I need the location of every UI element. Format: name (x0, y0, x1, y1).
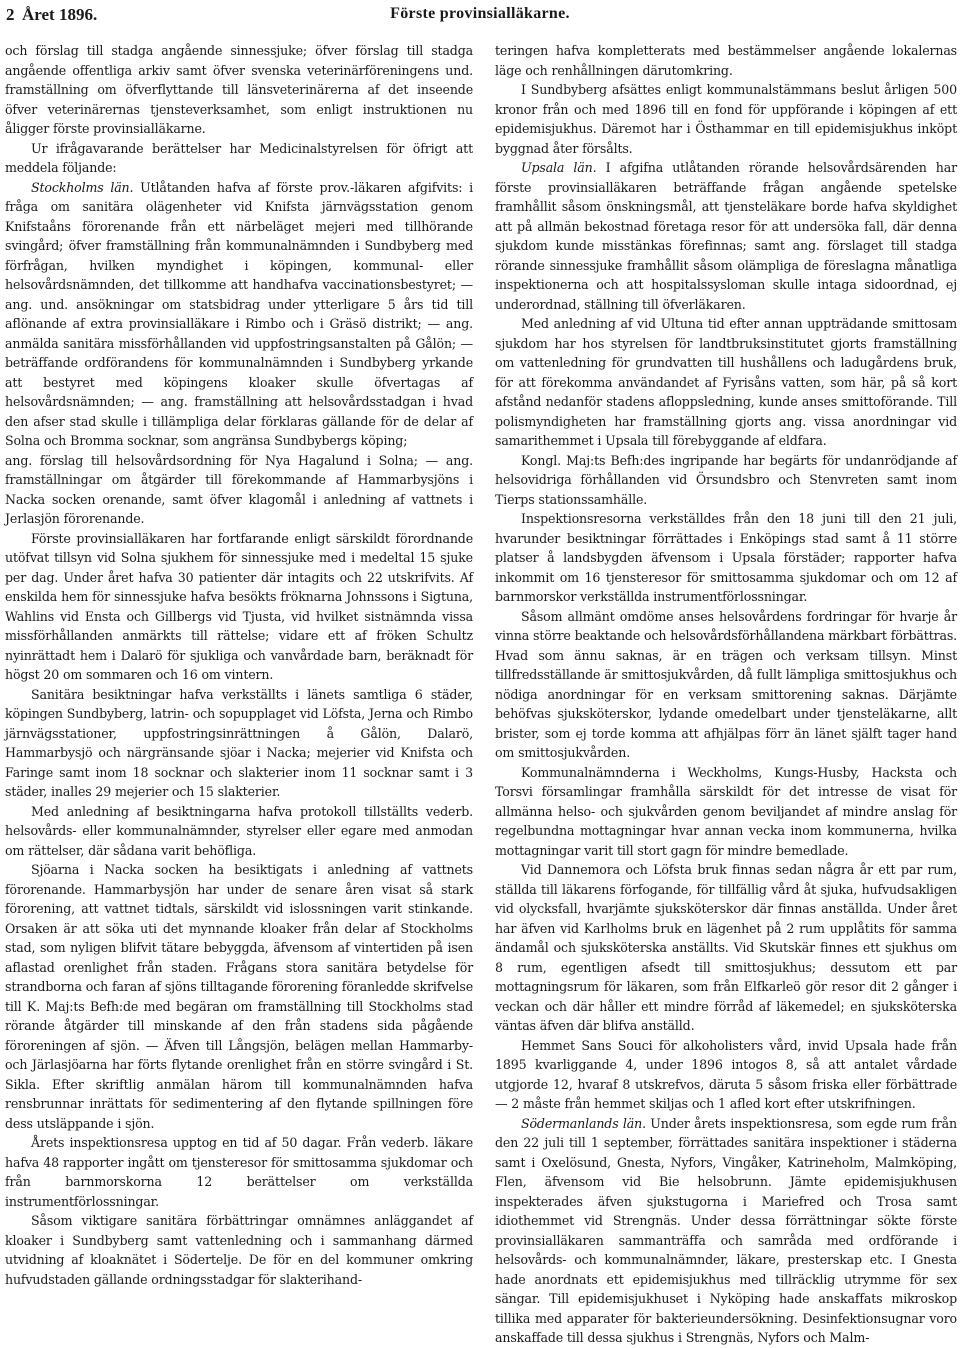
paragraph-text: Kongl. Maj:ts Befh:des ingripande har begärts för undanrödjande af helsovidriga förhållanden vid Örsundsbro och Stenvreten samt inom Tierps stationssamhälle. (495, 452, 957, 507)
header-title: Förste provinsialläkarne. (390, 5, 570, 22)
paragraph-text: Sanitära besiktningar hafva verkställts i länets samtliga 6 städer, köpingen Sundbyberg, latrin- och sopupplaget vid Löfsta, Jerna och Rimbo järnvägsstationer, uppfostringsinrättningen å Gålön, Dalarö, Hammarbysjö och närgränsande sjöar i Nacka; mejerier vid Knifsta och Faringe samt inom 18 socknar och slakterier inom 11 socknar samt i 3 städer, inalles 29 mejerier och 15 slakterier. (5, 686, 473, 799)
paragraph-text: Utlåtanden hafva af förste prov.-läkaren afgifvits: i fråga om sanitära olägenheter vid Knifsta järnvägsstation genom Knifstaåns förorenande från ett närbeläget mejeri med tillhörande svingård; öfver framställning från kommunalnämnden i Sundbyberg med förfrågan, hvilken myndighet i köpingen, kommunal- eller helsovårdsnämnden, det tillkomme att handhafva vaccinationsbestyret; — ang. und. ansökningar om statsbidrag under ytterligare 5 års tid till aflönande af extra provinsialläkare i Rimbo och i Gräsö distrikt; — ang. anmälda sanitära missförhållanden vid uppfostringsanstalten på Gålön; — beträffande ordförandens för kommunalnämnden i Sundbyberg yrkande att bestyret med köpingens kloaker skulle öfvertagas af helsovårdsnämnden; — ang. framställning att helsovårdsstadgan i hvad den afser stad skulle i tillämpliga delar förklaras gällande för de delar af Solna och Bromma socknar, som angränsa Sundbybergs köping; (5, 179, 473, 448)
paragraph (495, 607, 957, 763)
paragraph (5, 529, 473, 685)
paragraph (5, 802, 473, 861)
paragraph-text: Såsom allmänt omdöme anses helsovårdens fordringar för hvarje år vinna större beaktande och helsovårdsförhållandena märkbart förbättras. Hvad som ännu saknas, är en trägen och verksam tillsyn. Minst tillfredsställande är smittosjukvården, då fullt lämpliga smittosjukhus och nödiga anordningar för en verksam smittorening saknas. Därjämte behöfvas sjuksköterskor, lydande omedelbart under tjensteläkarne, allt brister, som ej torde komma att afhjälpas förr än länet själft tager hand om smittosjukvården. (495, 608, 957, 760)
paragraph (5, 451, 473, 529)
paragraph (495, 451, 957, 510)
paragraph (5, 860, 473, 1133)
paragraph-text: Med anledning af vid Ultuna tid efter annan uppträdande smittosam sjukdom har hos styrelsen för landtbruksinstitutet gjorts framställning om vattenledning för grundvatten till hushållens och ladugårdens bruk, för att förekomma användandet af Fyrisåns vatten, som här, på så kort afstånd nedanför stadens afloppsledning, kunde anses smittoförande. Till polismyndigheten har framställning gjorts ang. vissa anordningar vid samarithemmet i Upsala till förebyggande af eldfara. (495, 316, 957, 448)
county-heading: Södermanlands län. (521, 1115, 646, 1131)
paragraph-text: Med anledning af besiktningarna hafva protokoll tillställts vederb. helsovårds- eller kommunalnämnder, styrelser eller egare med anmodan om rättelser, där sådana varit behöfliga. (5, 803, 473, 858)
paragraph (5, 1211, 473, 1289)
paragraph (5, 1133, 473, 1211)
paragraph (495, 158, 957, 314)
paragraph-text: Årets inspektionsresa upptog en tid af 50 dagar. Från vederb. läkare hafva 48 rapporter ingått om tjensteresor för smittosamma sjukdomar och från barnmorskorna 12 berättelser om verkställda instrumentförlossningar. (5, 1135, 473, 1209)
county-heading: Upsala län. (521, 160, 597, 175)
paragraph-text: Ur ifrågavarande berättelser har Medicinalstyrelsen för öfrigt att meddela följande: (5, 140, 473, 175)
paragraph (495, 860, 957, 1036)
left-column (5, 41, 473, 1287)
paragraph-text: Hemmet Sans Souci för alkoholisters vård, invid Upsala hade från 1895 kvarliggande 4, under 1896 intogos 8, så att antalet vårdade utgjorde 12, hvaraf 8 utskrefvos, däruta 5 såsom friska eller förbättrade — 2 måste från hemmet skiljas och 1 afled kort efter utskrifningen. (495, 1037, 957, 1111)
paragraph-text: och förslag till stadga angående sinnessjuke; öfver förslag till stadga angående offentliga arkiv samt öfver svenska veterinärföreningens und. framställning om öfverflyttande till länsveterinärerna af det inseende öfver veterinärernas tjensteverksamhet, som enligt instruktionen nu åligger förste provinsialläkarne. (5, 43, 473, 136)
paragraph (495, 80, 957, 158)
paragraph (495, 763, 957, 861)
paragraph-text: I afgifna utlåtanden rörande helsovårdsärenden har förste provinsialläkaren beträffande frågan angående spetelske framhållit såsom önskningsmål, att tjensteläkare borde hafva skyldighet att på allmän bekostnad företaga resor för att undersöka fall, där denna sjukdom kunde misstänkas förefinnas; samt ang. förslaget till stadga rörande sinnessjuke framhållit såsom olämpliga de föreslagna månatliga inspektionerna och att hospitalssysloman skulle intaga sidoordnad, ej underordnad, ställning till öfverläkaren. (495, 160, 958, 312)
paragraph-text: I Sundbyberg afsättes enligt kommunalstämmans beslut årligen 500 kronor från och med 1896 till en fond för uppförande i köpingen af ett epidemisjukhus. Däremot har i Östhammar en till epidemisjukhus inköpt byggnad åter försålts. (495, 82, 957, 156)
paragraph (5, 685, 473, 802)
paragraph (495, 1036, 957, 1114)
paragraph-text: Inspektionsresorna verkställdes från den 18 juni till den 21 juli, hvarunder besiktningar förrättades i Enköpings stad samt å 11 större platser å landsbygden äfvensom i Upsala förstäder; rapporter hafva inkommit om 16 tjensteresor för smittosamma sjukdomar och om 12 af barnmorskor verkställda instrumentförlossningar. (495, 511, 957, 604)
paragraph (495, 509, 957, 607)
paragraph (5, 178, 473, 451)
paragraph (495, 41, 957, 80)
paragraph (495, 1114, 957, 1348)
header-year: Året 1896. (22, 5, 98, 24)
page-header (0, 0, 960, 30)
paragraph-text: Kommunalnämnderna i Weckholms, Kungs-Husby, Hacksta och Torsvi församlingar framhålla särskildt för det intresse de visat för allmänna helso- och sjukvården genom beviljandet af mindre anslag för regelbundna mottagningar hvar annan vecka inom kommunerna, hvilka mottagningar varit till stort gagn för mindre bemedlade. (495, 764, 957, 858)
paragraph-text: teringen hafva kompletterats med bestämmelser angående lokalernas läge och renhållningen därutomkring. (495, 43, 957, 78)
paragraph-text: Vid Dannemora och Löfsta bruk finnas sedan några år ett par rum, ställda till läkarens förfogande, för tillfällig vård åt sjuka, hufvudsakligen vid olycksfall, hvarjämte sjuksköterskor där finnas anställda. Under året har äfven vid Karlholms bruk en lägenhet på 2 rum upplåtits för samma ändamål och sjuksköterska anställts. Vid Skutskär finnes ett sjukhus om 8 rum, egentligen afsedt till smittosjukhus; dessutom ett par mottagningsrum för läkaren, som från Elfkarleö gör resor dit 2 gånger i veckan och där håller ett mindre förråd af läkemedel; en sjuksköterska väntas äfven där blifva anställd. (495, 862, 957, 1033)
paragraph (5, 41, 473, 139)
paragraph-text: ang. förslag till helsovårdsordning för Nya Hagalund i Solna; — ang. framställningar om åtgärder till förekommande af Hammarbysjöns i Nacka socken orenande, samt öfver klagomål i anledning af vattnets i Jerlasjön förorenande. (5, 452, 473, 526)
paragraph (5, 139, 473, 178)
paragraph-text: Sjöarna i Nacka socken ha besiktigats i anledning af vattnets förorenande. Hammarbysjön har under de senare åren visat så stark förorening, att vattnet tidtals, särskildt vid islossningen varit stinkande. Orsaken är att söka uti det mynnande kloaker från delar af Stockholms stad, som nyligen blifvit tätare bebyggda, äfvensom af vintertiden på isen aflastad orenlighet från staden. Frågans stora sanitära betydelse för strandborna och faran af sjöns tilltagande förorening föranledde skrifvelse till K. Maj:ts Befh:de med begäran om framställning till Stockholms stad rörande åtgärder till minskande af den från stadens sida pågående föroreningen af sjön. — Äfven till Långsjön, belägen mellan Hammarby- och Järlasjöarna har förts flytande orenlighet från en större svingård i St. Sikla. Efter skriftlig anmälan härom till kommunalnämnden hafva rensbrunnar inrättats för sedimentering af den flytande spillningen före dess utsläppande i sjön. (5, 862, 473, 1131)
paragraph-text: Såsom viktigare sanitära förbättringar omnämnes anläggandet af kloaker i Sundbyberg samt vattenledning och i sammanhang därmed utvidning af kloaknätet i Södertelje. De för en del kommuner omkring hufvudstaden gällande ordningsstadgar för slakterihand- (5, 1213, 473, 1287)
county-heading: Stockholms län. (31, 179, 134, 195)
page-number: 2 (6, 5, 15, 24)
right-column (495, 41, 958, 1345)
paragraph-text: Förste provinsialläkaren har fortfarande enligt särskildt förordnande utöfvat tillsyn vid Solna sjukhem för sinnessjuke med i medeltal 15 sjuke per dag. Under året hafva 30 patienter där intagits och 22 utskrifvits. Af enskilda hem för sinnessjuke hafva besökts fröknarna Johnssons i Sigtuna, Wahlins vid Ensta och Gillbergs vid Tjusta, vid hvilket sistnämnda vissa missförhållanden anmärkts till rättelse; vidare ett af fröken Schultz nyinrättadt hem i Dalarö för sjukliga och vanvårdade barn, beräknadt för högst 20 om sommaren och 16 om vintern. (5, 530, 473, 682)
paragraph (495, 314, 957, 451)
paragraph-text: Under årets inspektionsresa, som egde rum från den 22 juli till 1 september, förrättades sanitära inspektioner i städerna samt i Oxelösund, Gnesta, Nyfors, Vingåker, Katrineholm, Malmköping, Flen, äfvensom vid Bie helsobrunn. Jämte epidemisjukhusen inspekterades äfven sjukstugorna i Mariefred och Trosa samt idiothemmet vid Strengnäs. Under dessa förrättningar sökte förste provinsialläkaren sammanträffa och samråda med ordförande i helsovårds- och kommunalnämnder, läkare, presterskap etc. I Gnesta hade anordnats ett epidemisjukhus med tillräcklig utrymme för sex sängar. Till epidemisjukhuset i Nyköping hade anskaffats mikroskop tillika med apparater för bakterieundersökning. Desinfektionsugnar voro anskaffade till dessa sjukhus i Strengnäs, Nyfors och Malm- (495, 1115, 957, 1345)
